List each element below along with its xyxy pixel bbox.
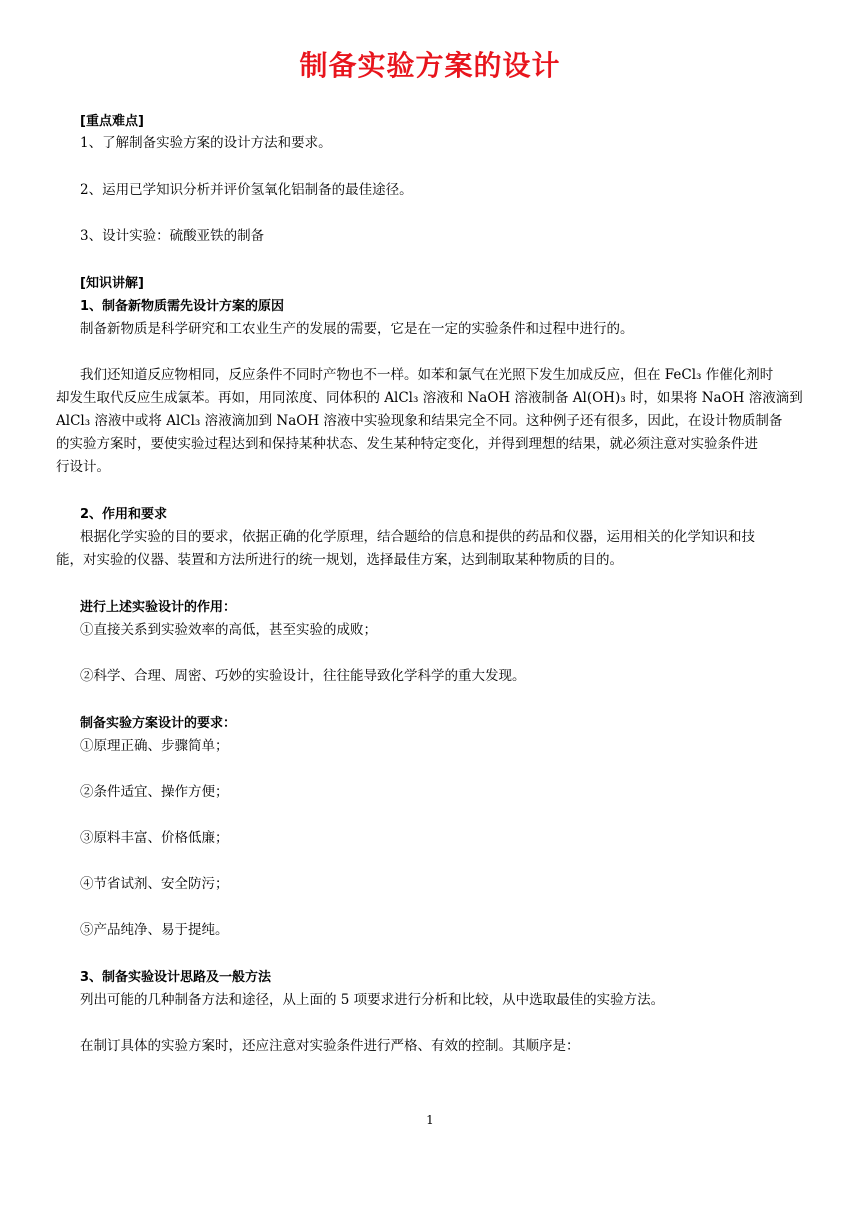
role-item-1: ①直接关系到实验效率的高低，甚至实验的成败； — [80, 622, 377, 638]
section-heading-knowledge: [知识讲解] — [80, 276, 144, 291]
role-item-2: ②科学、合理、周密、巧妙的实验设计，往往能导致化学科学的重大发现。 — [80, 668, 526, 684]
requirement-item-5: ⑤产品纯净、易于提纯。 — [80, 922, 229, 938]
paragraph-2-line-5: 行设计。 — [56, 459, 110, 475]
key-point-1: 1、了解制备实验方案的设计方法和要求。 — [80, 135, 332, 151]
paragraph-2-line-2: 却发生取代反应生成氯苯。再如，用同浓度、同体积的 AlCl₃ 溶液和 NaOH 溶液制备 Al(OH)₃ 时，如果将 NaOH 溶液滴到 — [56, 390, 803, 406]
paragraph-4: 列出可能的几种制备方法和途径，从上面的 5 项要求进行分析和比较，从中选取最佳的实验方法。 — [80, 992, 665, 1008]
heading-3: 3、制备实验设计思路及一般方法 — [80, 970, 272, 985]
key-point-3: 3、设计实验：硫酸亚铁的制备 — [80, 228, 265, 244]
heading-2: 2、作用和要求 — [80, 507, 168, 522]
paragraph-2-line-3: AlCl₃ 溶液中或将 AlCl₃ 溶液滴加到 NaOH 溶液中实验现象和结果完全不同。这种例子还有很多，因此，在设计物质制备 — [56, 413, 783, 429]
requirement-item-3: ③原料丰富、价格低廉； — [80, 830, 229, 846]
paragraph-3-line-1: 根据化学实验的目的要求，依据正确的化学原理，结合题给的信息和提供的药品和仪器，运用相关的化学知识和技 — [80, 529, 755, 545]
section-heading-key-points: [重点难点] — [80, 114, 144, 129]
paragraph-3-line-2: 能，对实验的仪器、装置和方法所进行的统一规划，选择最佳方案，达到制取某种物质的目的。 — [56, 552, 623, 568]
page-title: 制备实验方案的设计 — [299, 49, 561, 82]
requirement-item-2: ②条件适宜、操作方便； — [80, 784, 229, 800]
key-point-2: 2、运用已学知识分析并评价氢氧化铝制备的最佳途径。 — [80, 182, 413, 198]
heading-1: 1、制备新物质需先设计方案的原因 — [80, 299, 285, 314]
paragraph-2-line-4: 的实验方案时，要使实验过程达到和保持某种状态、发生某种特定变化，并得到理想的结果，就必须注意对实验条件进 — [56, 436, 758, 452]
paragraph-1: 制备新物质是科学研究和工农业生产的发展的需要，它是在一定的实验条件和过程中进行的。 — [80, 321, 634, 337]
paragraph-2-line-1: 我们还知道反应物相同，反应条件不同时产物也不一样。如苯和氯气在光照下发生加成反应，但在 FeCl₃ 作催化剂时 — [80, 367, 774, 383]
requirement-item-4: ④节省试剂、安全防污； — [80, 876, 229, 892]
paragraph-5: 在制订具体的实验方案时，还应注意对实验条件进行严格、有效的控制。其顺序是： — [80, 1038, 580, 1054]
heading-requirements: 制备实验方案设计的要求： — [80, 716, 237, 731]
heading-role: 进行上述实验设计的作用： — [80, 600, 237, 615]
page-number: 1 — [426, 1113, 434, 1127]
requirement-item-1: ①原理正确、步骤简单； — [80, 738, 229, 754]
